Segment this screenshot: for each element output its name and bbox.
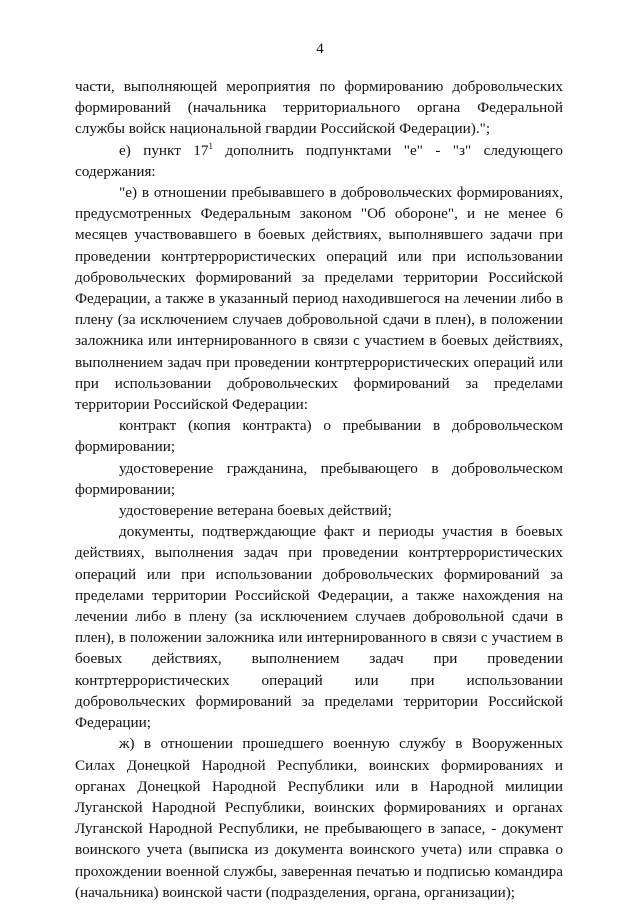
paragraph-subitem-zh: ж) в отношении прошедшего военную службу в Вооруженных Силах Донецкой Народной Республики, воинских формированиях и органах Донецкой Народной Республики или в Народной милиции Луганской Народной Республики, воинских формированиях и органах Луганской Народной Республики, не пребывающего в запасе, - документ воинского учета (выписка из документа воинского учета) или справка о прохождении военной службы, заверенная печатью и подписью командира (начальника) воинской части (подразделения, органа, организации); [75,735,563,901]
paragraph-continuation: части, выполняющей мероприятия по формированию добровольческих формирований (начальника территориального органа Федеральной службы войск национальной гвардии Российской Федерации)."; [75,78,563,138]
document-body [75,76,563,903]
item-e-prefix: е) пункт 17 [119,141,209,159]
paragraph-contract: контракт (копия контракта) о пребывании в добровольческом формировании; [75,417,563,456]
paragraph-documents: документы, подтверждающие факт и периоды участия в боевых действиях, выполнения задач при проведении контртеррористических операций или при использовании добровольческих формирований за пределами территории Российской Федерации, а также нахождения на лечении либо в плену (за исключением случаев добровольной сдачи в плен), в положении заложника или интернированного в связи с участием в боевых действиях, выполнением задач при проведении контртеррористических операций или при использовании добровольческих формирований за пределами территории Российской Федерации; [75,523,563,732]
item-e-suffix: дополнить подпунктами "е" - "з" следующего содержания: [75,141,563,180]
paragraph-veteran-certificate: удостоверение ветерана боевых действий; [119,502,392,520]
paragraph-item-e-amendment [75,140,563,182]
paragraph-certificate-citizen: удостоверение гражданина, пребывающего в добровольческом формировании; [75,459,563,498]
paragraph-subitem-e: "е) в отношении пребывавшего в добровольческих формированиях, предусмотренных Федеральным законом "Об обороне", и не менее 6 месяцев участвовавшего в боевых действиях, выполнявшего задачи при проведении контртеррористических операций или при использовании добровольческих формирований за пределами территории Российской Федерации, а также в указанный период находившегося на лечении либо в плену (за исключением случаев добровольной сдачи в плен), в положении заложника или интернированного в связи с участием в боевых действиях, выполнением задач при проведении контртеррористических операций или при использовании добровольческих формирований за пределами территории Российской Федерации: [75,184,563,414]
page-number: 4 [316,41,324,57]
item-e-superscript: 1 [208,140,213,151]
